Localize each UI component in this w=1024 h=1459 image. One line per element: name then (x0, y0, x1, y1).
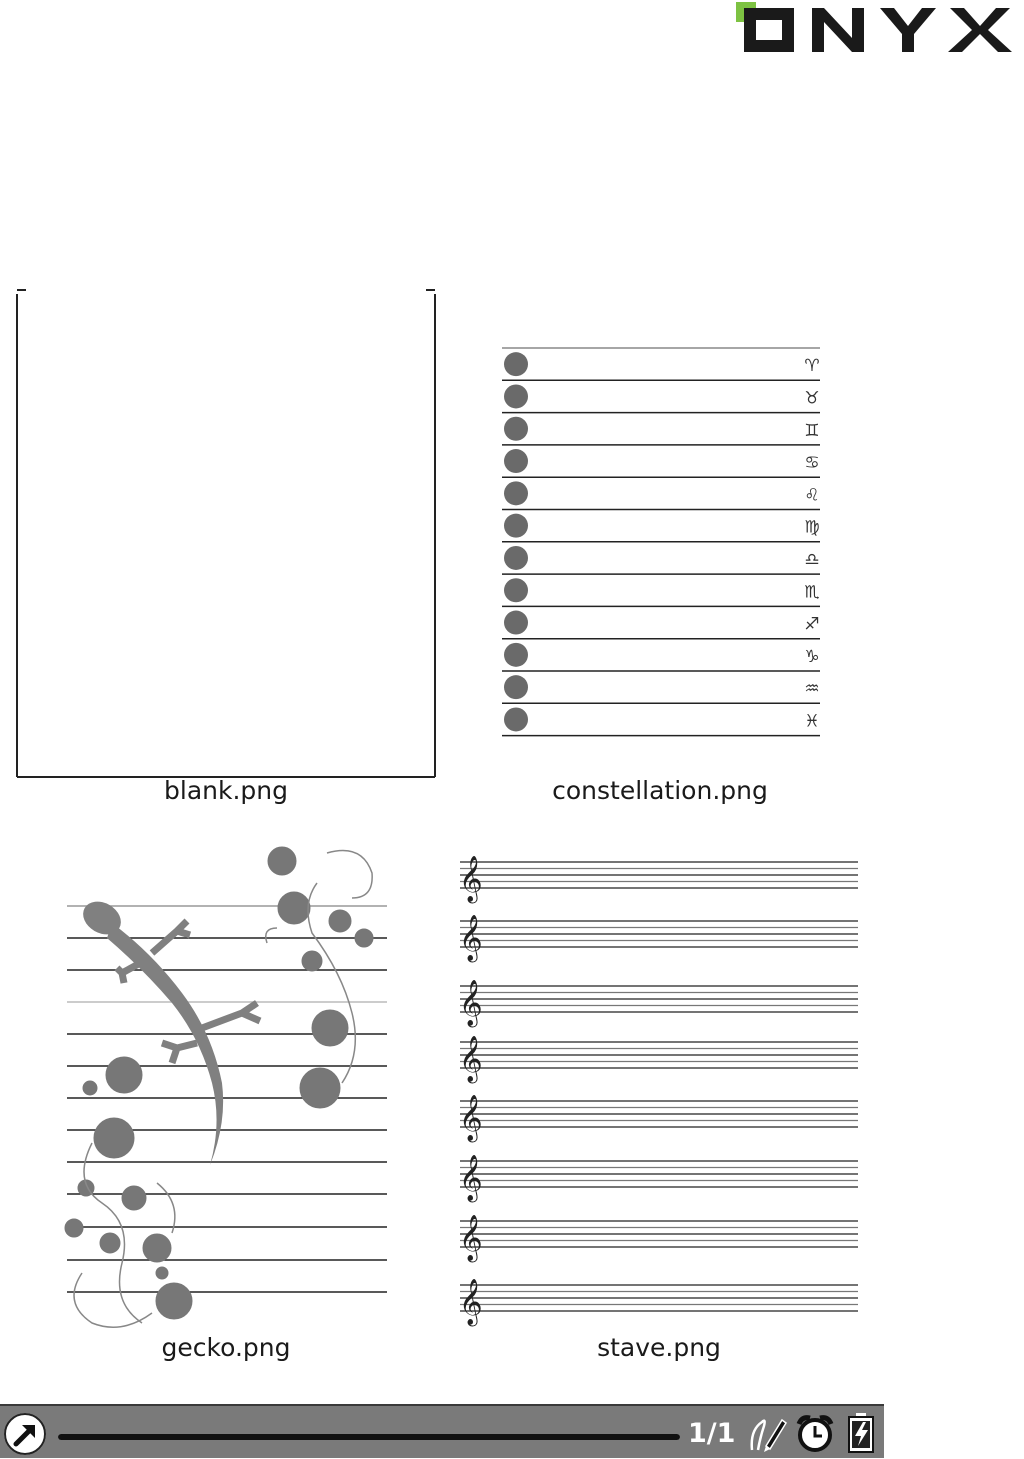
blank-template-thumbnail[interactable] (16, 288, 436, 778)
music-stave (459, 980, 858, 1028)
zodiac-figure-icon (504, 481, 528, 505)
treble-clef-icon: 𝄞 (459, 1215, 483, 1261)
alarm-clock-icon[interactable] (794, 1412, 836, 1454)
zodiac-figure-icon (504, 417, 528, 441)
music-stave (459, 1036, 858, 1084)
zodiac-figure-icon (504, 514, 528, 538)
zodiac-symbol: ♉ (804, 388, 820, 409)
music-stave (459, 1095, 858, 1143)
zodiac-figure-icon (504, 546, 528, 570)
caption-constellation: constellation.png (552, 776, 768, 805)
zodiac-symbol: ♋ (804, 453, 820, 474)
music-stave (459, 915, 858, 963)
stave-template-thumbnail[interactable] (455, 850, 863, 1328)
pen-icon[interactable] (748, 1412, 790, 1454)
zodiac-symbol: ♈ (804, 356, 820, 377)
zodiac-figure-icon (504, 611, 528, 635)
onyx-logo (728, 0, 1024, 56)
treble-clef-icon: 𝄞 (459, 1279, 483, 1325)
zodiac-symbol: ♒ (804, 679, 820, 700)
page-indicator[interactable]: 1/1 (688, 1418, 736, 1449)
treble-clef-icon: 𝄞 (459, 915, 483, 961)
zodiac-symbol: ♊ (804, 420, 820, 441)
caption-blank: blank.png (164, 776, 288, 805)
zodiac-figure-icon (504, 643, 528, 667)
zodiac-symbol: ♓ (804, 711, 820, 732)
zodiac-symbol: ♎ (804, 549, 820, 570)
zodiac-figure-icon (504, 675, 528, 699)
zodiac-figure-icon (504, 578, 528, 602)
battery-charging-icon[interactable] (846, 1412, 876, 1454)
zodiac-figure-icon (504, 707, 528, 731)
music-stave (459, 856, 858, 904)
music-stave (459, 1155, 858, 1203)
treble-clef-icon: 𝄞 (459, 1095, 483, 1141)
treble-clef-icon: 𝄞 (459, 856, 483, 902)
music-stave (459, 1279, 858, 1327)
zodiac-symbol: ♍ (804, 517, 820, 538)
reading-progress-bar[interactable] (58, 1434, 680, 1440)
zodiac-figure-icon (504, 352, 528, 376)
home-arrow-icon[interactable] (4, 1413, 46, 1455)
zodiac-symbol: ♌ (804, 485, 820, 506)
treble-clef-icon: 𝄞 (459, 980, 483, 1026)
zodiac-symbol: ♏ (804, 582, 820, 603)
reading-progress-fill (58, 1434, 680, 1440)
music-stave (459, 1215, 858, 1263)
constellation-template-thumbnail[interactable] (490, 340, 830, 740)
zodiac-symbol: ♐ (804, 614, 820, 635)
caption-gecko: gecko.png (161, 1333, 291, 1362)
gecko-template-thumbnail[interactable] (62, 843, 392, 1335)
zodiac-symbol: ♑ (804, 646, 820, 667)
zodiac-figure-icon (504, 449, 528, 473)
status-bar (0, 1404, 884, 1458)
treble-clef-icon: 𝄞 (459, 1036, 483, 1082)
zodiac-figure-icon (504, 384, 528, 408)
treble-clef-icon: 𝄞 (459, 1155, 483, 1201)
caption-stave: stave.png (597, 1333, 721, 1362)
